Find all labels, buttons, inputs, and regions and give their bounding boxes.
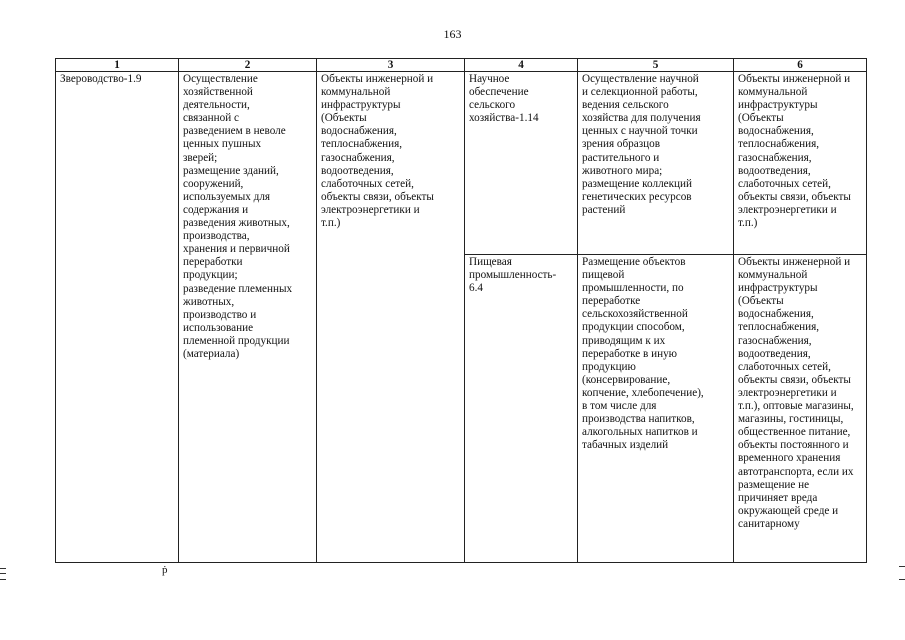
header-col-4: 4 (465, 59, 578, 72)
margin-binding-mark-right (899, 566, 905, 580)
zoning-table (55, 58, 867, 563)
cell-auxiliary-objects (317, 72, 465, 563)
header-col-6: 6 (734, 59, 867, 72)
cell-text: Звероводство-1.9 (60, 73, 142, 85)
cell-land-use-description (179, 72, 317, 563)
cell-conditional-use-description (578, 72, 734, 255)
cell-land-use-type (56, 72, 179, 563)
cell-text: Научное обеспечение сельского хозяйства-1.14 (469, 73, 539, 125)
page-number: 163 (443, 27, 462, 41)
margin-binding-mark-left (0, 568, 6, 580)
header-col-2: 2 (179, 59, 317, 72)
cell-text: Осуществление хозяйственной деятельности, связанной с разведением в неволе ценных пушных зверей; размещение зданий, сооружений, используемых для содержания и разведения животных, производства, хранения и первичной переработки продукции; разведение племенных животных, производство и использование племенной продукции (материала) (183, 73, 293, 360)
cell-conditional-auxiliary-objects (734, 255, 867, 563)
cell-text: Размещение объектов пищевой промышленности, по переработке сельскохозяйственной продукции способом, приводящим к их переработке в иную продукцию (консервирование, копчение, хлебопечение), в том числе для производства напитков, алкогольных напитков и табачных изделий (582, 256, 704, 452)
cell-text: Объекты инженерной и коммунальной инфраструктуры (Объекты водоснабжения, теплоснабжения, газоснабжения, водоотведения, слаботочных сетей, объекты связи, объекты электроэнергетики и т.п.), оптовые магазины, магазины, гостиницы, общественное питание, объекты постоянного и временного хранения автотранспорта, если их размещение не причиняет вреда окружающей среде и санитарному (738, 256, 854, 530)
cell-conditional-use-description (578, 255, 734, 563)
cell-conditional-use-type (465, 72, 578, 255)
header-col-1: 1 (56, 59, 179, 72)
header-col-5: 5 (578, 59, 734, 72)
cell-text: Объекты инженерной и коммунальной инфраструктуры (Объекты водоснабжения, теплоснабжения, газоснабжения, водоотведения, слаботочных сетей, объекты связи, объекты электроэнергетики и т.п.) (321, 73, 434, 230)
cell-text: Пищевая промышленность- 6.4 (469, 256, 557, 295)
cell-text: Осуществление научной и селекционной работы, ведения сельского хозяйства для получения ценных с научной точки зрения образцов растительного и животного мира; размещение коллекций генетических ресурсов растений (582, 73, 701, 216)
header-col-3: 3 (317, 59, 465, 72)
cell-conditional-use-type (465, 255, 578, 563)
table-row (56, 72, 867, 255)
table-header-row (56, 59, 867, 72)
cell-conditional-auxiliary-objects (734, 72, 867, 255)
stray-mark: ṗ (162, 564, 168, 576)
cell-text: Объекты инженерной и коммунальной инфраструктуры (Объекты водоснабжения, теплоснабжения, газоснабжения, водоотведения, слаботочных сетей, объекты связи, объекты электроэнергетики и т.п.) (738, 73, 851, 230)
